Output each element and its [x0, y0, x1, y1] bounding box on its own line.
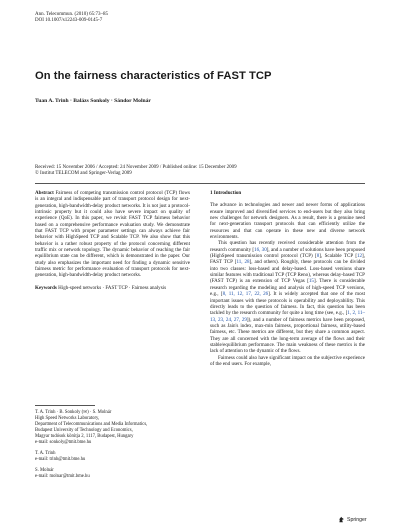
- intro-paragraph: This question has recently received considerable attention from the research community [16, 30], and a number of solutions have been proposed (HighSpeed transmission control protocol (TCP) [8], Scalable TCP [12], FAST TCP [11, 28], and others). Roughly, these protocols can be divided into two classes: loss-based and delay-based. Loss-based versions share similar features with traditional TCP (TCP Reno), whereas delay-based TCP (FAST TCP) is an extension of TCP Vegas [15]. There is considerable research regarding the modeling and analysis of high-speed TCP versions, e.g., [8, 11, 12, 17, 22, 26]. It is widely accepted that one of the most important issues with these protocols is operability and deployability. This directly leads to the question of fairness. In fact, this question has been tackled by the research community for quite a long time (see, e.g., [1, 2, 11–13, 23, 24, 27, 29]), and a number of fairness metrics have been proposed, such as Jain's index, max-min fairness, proportional fairness, utility-based fairness, etc. These metrics are different, but they share a common aspect. They are all concerned with the long-term average of the flows and their stable/equilibrium performance. The main weakness of these metrics is the lack of attention to the dynamic of the flows.: [210, 240, 366, 355]
- affiliation-line: T. A. Trinh: [35, 451, 56, 456]
- left-column: [35, 190, 190, 291]
- affiliation-email: e-mail: trinh@tmit.bme.hu: [35, 457, 86, 462]
- keywords: [35, 285, 190, 291]
- publication-history: [35, 165, 237, 178]
- citation-link[interactable]: 8, 11, 12, 17, 22, 26: [222, 291, 269, 298]
- affiliation-line: S. Molnár: [35, 468, 54, 473]
- citation-link[interactable]: 11, 28: [236, 259, 250, 266]
- abstract: [35, 190, 190, 279]
- springer-knight-icon: [338, 516, 345, 523]
- journal-header: [35, 12, 108, 25]
- right-column: [210, 190, 365, 367]
- citation-link[interactable]: 1, 2, 11–13, 23, 24, 27, 29: [210, 310, 365, 323]
- article-title: On the fairness characteristics of FAST TCP: [35, 70, 272, 82]
- citation-link[interactable]: 16, 30: [254, 246, 267, 253]
- footnote-divider: [35, 405, 95, 406]
- affiliation-line: Department of Telecommunications and Media Informatics,: [35, 422, 148, 427]
- history-dates: Received: 15 November 2006 / Accepted: 24 November 2009 / Published online: 15 December 2009: [35, 165, 237, 170]
- journal-doi: DOI 10.1007/s12243-009-0145-7: [35, 18, 103, 24]
- abstract-heading: Abstract: [35, 190, 54, 196]
- citation-link[interactable]: 12: [357, 253, 363, 260]
- affiliation-line: High Speed Networks Laboratory,: [35, 416, 100, 421]
- affiliation-line: Magyar tudósok körútja 2, 1117, Budapest, Hungary: [35, 434, 134, 439]
- affiliation-line: Budapest University of Technology and Economics,: [35, 428, 133, 433]
- keywords-text: High-speed networks · FAST TCP · Fairness analysis: [58, 284, 167, 291]
- copyright-line: © Institut TELECOM and Springer-Verlag 2009: [35, 171, 132, 177]
- affiliation-line: T. A. Trinh · B. Sonkoly (✉) · S. Molnár: [35, 410, 112, 415]
- affiliation-email: e-mail: sonkoly@tmit.bme.hu: [35, 440, 92, 445]
- abstract-text: Fairness of competing transmission control protocol (TCP) flows is an integral and indispensable part of transport protocol design for next-generation, high-bandwidth-delay product networks. It is not just a protocol-intrinsic property but it could also have severe impact on quality of experience (QoE). In this paper, we revisit FAST TCP fairness behavior based on a comprehensive performance evaluation study. We demonstrate that FAST TCP with proper parameter settings can always achieve fair behavior with HighSpeed TCP and Scalable TCP. We also show that this behavior is a rather robust property of the protocol concerning different traffic mix or network topology. The dynamic behavior of reaching the fair equilibrium state can be different, which is demonstrated in the paper. Our study also emphasizes the important need for finding a dynamic sensitive fairness metric for performance evaluation of transport protocols for next-generation, high-bandwidth-delay product networks.: [35, 190, 191, 279]
- author-list: Tuan A. Trinh · Balázs Sonkoly · Sándor Molnár: [35, 98, 151, 104]
- introduction-heading: 1 Introduction: [210, 190, 242, 196]
- header-divider: [35, 183, 365, 184]
- citation-link[interactable]: 15: [308, 278, 314, 285]
- journal-citation: Ann. Telecommun. (2010) 65:73–85: [35, 12, 109, 17]
- keywords-heading: Keywords: [35, 284, 57, 291]
- intro-paragraph: Fairness could also have significant impact on the subjective experience of the end users. For example,: [210, 354, 365, 367]
- intro-paragraph: The advance in technologies and newer and newer forms of applications ensure improved and diversified services to end-users but they also bring new challenges for network designers. As a result, there is a genuine need for next-generation transport protocols that can efficiently utilize the resources and that can operate in these new and diverse network environments.: [210, 202, 365, 241]
- author-affiliations: [35, 410, 195, 480]
- publisher-logo: [338, 516, 367, 523]
- citation-link[interactable]: 8: [316, 253, 320, 260]
- publisher-name: Springer: [347, 516, 367, 523]
- affiliation-email: e-mail: molnar@tmit.bme.hu: [35, 474, 90, 479]
